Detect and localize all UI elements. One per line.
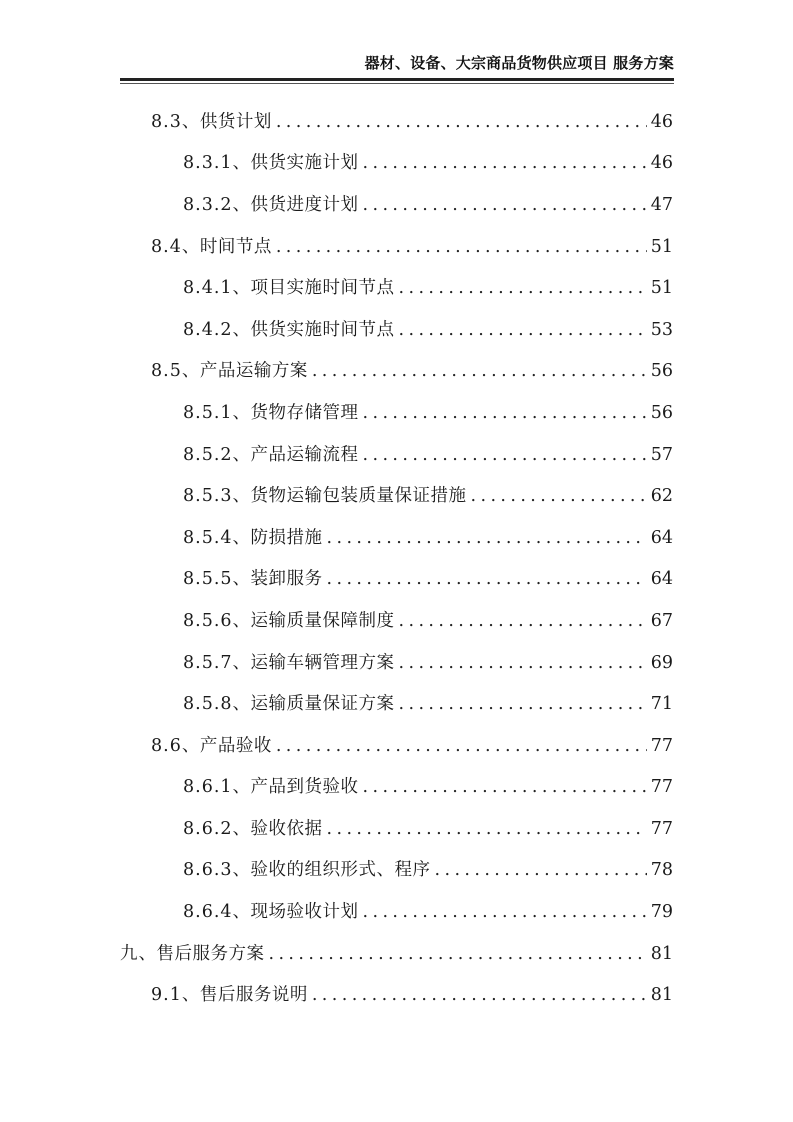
toc-dot-leader [363,900,647,924]
toc-entry-number: 8.5.6 [183,610,233,631]
toc-entry[interactable] [0,683,793,725]
toc-dot-leader [363,443,647,467]
toc-dot-leader [399,609,647,633]
toc-dot-leader [471,484,647,508]
toc-entry-title: 、产品运输流程 [232,444,359,465]
toc-entry-line [183,484,673,508]
toc-dot-leader [312,359,647,383]
toc-entry-page-number: 81 [650,985,673,1006]
toc-entry-line [183,318,673,342]
toc-entry-line [183,775,673,799]
toc-entry[interactable] [0,891,793,933]
toc-dot-leader [363,775,647,799]
toc-entry[interactable] [0,184,793,226]
toc-entry-line [183,526,673,550]
toc-dot-leader [327,817,647,841]
header-rule-thin [120,83,674,84]
toc-entry-page-number: 64 [650,527,673,548]
toc-entry-number: 8.5.8 [183,694,233,715]
toc-entry-line [151,734,673,758]
toc-entry-page-number: 67 [650,610,673,631]
toc-entry[interactable] [0,974,793,1016]
toc-entry-number: 8.5.5 [183,569,233,590]
toc-entry-page-number: 46 [650,153,673,174]
toc-entry-title: 、防损措施 [232,527,323,548]
toc-entry-page-number: 47 [650,194,673,215]
toc-entry-title: 、产品验收 [181,735,272,756]
toc-entry-page-number: 78 [650,860,673,881]
table-of-contents [0,101,793,1016]
toc-entry-number: 8.4.1 [183,278,233,299]
toc-dot-leader [269,942,647,966]
toc-entry-line [183,567,673,591]
toc-entry-page-number: 56 [650,361,673,382]
toc-entry-number: 8.5.3 [183,486,233,507]
toc-entry-page-number: 62 [650,486,673,507]
toc-dot-leader [363,193,647,217]
toc-entry-title: 、装卸服务 [232,569,323,590]
toc-dot-leader [399,276,647,300]
toc-entry-page-number: 56 [650,402,673,423]
toc-entry-number: 8.6 [151,735,182,756]
toc-entry-page-number: 51 [650,278,673,299]
toc-entry-line [183,151,673,175]
toc-entry[interactable] [0,808,793,850]
toc-entry-number: 8.5.7 [183,652,233,673]
toc-entry-line [151,110,673,134]
toc-entry[interactable] [0,642,793,684]
toc-dot-leader [399,318,647,342]
toc-entry-number: 8.6.3 [183,860,233,881]
toc-entry-title: 、运输质量保障制度 [232,610,395,631]
toc-entry[interactable] [0,226,793,268]
toc-entry-number: 8.5.4 [183,527,233,548]
toc-entry[interactable] [0,559,793,601]
toc-dot-leader [363,401,647,425]
toc-entry-number: 8.6.4 [183,902,233,923]
toc-entry-number: 8.5.1 [183,402,233,423]
toc-entry-number: 8.5.2 [183,444,233,465]
toc-entry-page-number: 46 [650,111,673,132]
toc-entry-number: 8.3.2 [183,194,233,215]
toc-entry-number: 8.6.2 [183,818,233,839]
toc-entry-line [151,235,673,259]
toc-entry-line [183,609,673,633]
toc-entry-page-number: 57 [650,444,673,465]
toc-entry-title: 、运输质量保证方案 [232,694,395,715]
toc-entry-number: 8.6.1 [183,777,233,798]
toc-dot-leader [327,526,647,550]
toc-dot-leader [276,235,647,259]
toc-entry[interactable] [0,933,793,975]
toc-entry-page-number: 77 [650,735,673,756]
toc-entry-title: 、供货计划 [181,111,272,132]
toc-entry-number: 8.3.1 [183,153,233,174]
toc-entry-number: 8.4.2 [183,319,233,340]
toc-entry-line [120,942,673,966]
toc-entry-line [183,692,673,716]
toc-dot-leader [399,692,647,716]
toc-entry-title: 、货物存储管理 [232,402,359,423]
toc-entry-page-number: 79 [650,902,673,923]
toc-entry-title: 、验收的组织形式、程序 [232,860,431,881]
toc-entry[interactable] [0,143,793,185]
toc-entry-line [183,858,673,882]
toc-entry-line [183,443,673,467]
toc-entry[interactable] [0,725,793,767]
toc-entry[interactable] [0,351,793,393]
toc-entry-page-number: 77 [650,818,673,839]
toc-entry-number: 8.4 [151,236,182,257]
toc-entry-page-number: 64 [650,569,673,590]
toc-entry-title: 、售后服务方案 [138,943,265,964]
toc-entry-line [151,983,673,1007]
toc-entry-title: 、项目实施时间节点 [232,278,395,299]
toc-dot-leader [435,858,647,882]
toc-entry[interactable] [0,267,793,309]
toc-entry-line [151,359,673,383]
toc-dot-leader [276,734,647,758]
toc-entry[interactable] [0,850,793,892]
toc-entry[interactable] [0,475,793,517]
toc-entry-page-number: 81 [650,943,673,964]
toc-entry-line [183,900,673,924]
toc-dot-leader [399,651,647,675]
toc-entry-title: 、产品到货验收 [232,777,359,798]
toc-entry-line [183,651,673,675]
toc-entry-line [183,193,673,217]
toc-entry-number: 8.5 [151,361,182,382]
toc-entry-title: 、运输车辆管理方案 [232,652,395,673]
running-header: 器材、设备、大宗商品货物供应项目 服务方案 [364,54,674,72]
toc-entry[interactable] [0,767,793,809]
toc-entry[interactable] [0,600,793,642]
toc-dot-leader [276,110,647,134]
toc-entry-title: 、时间节点 [181,236,272,257]
toc-entry-title: 、现场验收计划 [232,902,359,923]
toc-entry[interactable] [0,434,793,476]
toc-entry[interactable] [0,101,793,143]
toc-entry-line [183,276,673,300]
toc-entry[interactable] [0,309,793,351]
toc-dot-leader [327,567,647,591]
toc-dot-leader [312,983,647,1007]
toc-entry-number: 8.3 [151,111,182,132]
toc-entry-title: 、供货进度计划 [232,194,359,215]
toc-entry-page-number: 71 [650,694,673,715]
toc-entry-page-number: 77 [650,777,673,798]
toc-entry-number: 九 [120,943,139,964]
toc-entry-number: 9.1 [151,985,182,1006]
toc-entry[interactable] [0,517,793,559]
toc-entry-title: 、货物运输包装质量保证措施 [232,486,467,507]
toc-entry[interactable] [0,392,793,434]
toc-entry-title: 、售后服务说明 [181,985,308,1006]
toc-entry-page-number: 53 [650,319,673,340]
toc-entry-line [183,817,673,841]
toc-entry-line [183,401,673,425]
toc-entry-title: 、验收依据 [232,818,323,839]
toc-entry-title: 、供货实施时间节点 [232,319,395,340]
toc-entry-page-number: 69 [650,652,673,673]
toc-entry-page-number: 51 [650,236,673,257]
header-rule-thick [120,78,674,81]
toc-dot-leader [363,151,647,175]
toc-entry-title: 、产品运输方案 [181,361,308,382]
toc-entry-title: 、供货实施计划 [232,153,359,174]
